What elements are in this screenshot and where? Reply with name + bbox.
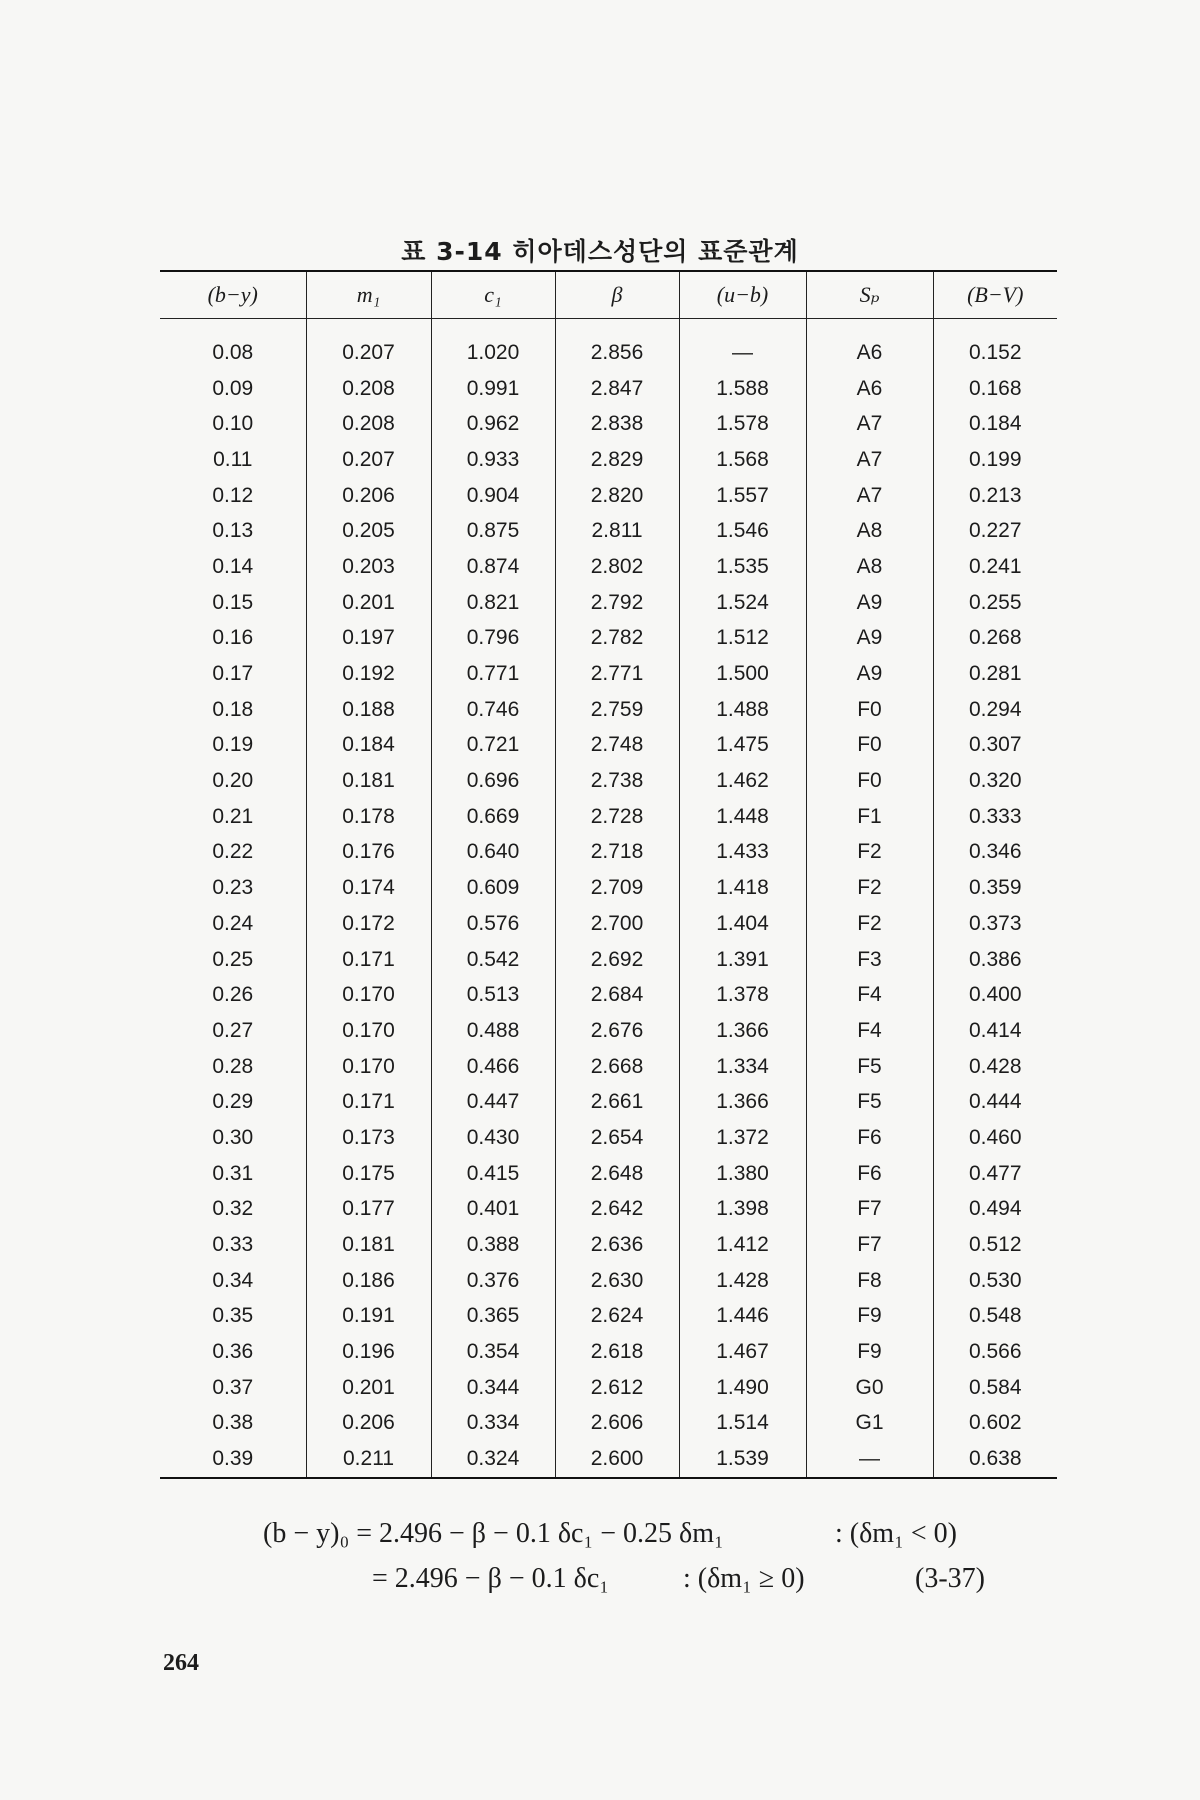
- table-cell: 0.20: [212, 769, 254, 793]
- table-cell: 0.197: [306, 621, 431, 657]
- table-cell: 0.609: [431, 870, 555, 906]
- table-cell: 2.676: [555, 1013, 679, 1049]
- table-cell: 0.30: [212, 1125, 254, 1149]
- table-row: [160, 478, 1057, 514]
- table-cell: 0.205: [306, 513, 431, 549]
- table-cell: 0.494: [933, 1192, 1057, 1228]
- table-cell: 0.386: [933, 942, 1057, 978]
- table-cell: 1.500: [679, 656, 806, 692]
- table-cell: 0.400: [933, 977, 1057, 1013]
- table-row: [160, 763, 1057, 799]
- table-cell: 0.08: [212, 340, 254, 364]
- table-cell: 2.820: [555, 478, 679, 514]
- table-cell: 0.170: [306, 1013, 431, 1049]
- page-number: 264: [163, 1650, 199, 1676]
- table-cell: 0.201: [306, 585, 431, 621]
- table-row: [160, 728, 1057, 764]
- table-cell: 0.208: [306, 371, 431, 407]
- table-cell: 0.821: [431, 585, 555, 621]
- table-cell: 0.721: [431, 728, 555, 764]
- table-cell: —: [679, 319, 806, 371]
- table-row: [160, 621, 1057, 657]
- table-cell: 2.700: [555, 906, 679, 942]
- table-cell: 0.875: [431, 513, 555, 549]
- table-cell: F5: [806, 1049, 933, 1085]
- table-cell: 1.512: [679, 621, 806, 657]
- table-row: [160, 1049, 1057, 1085]
- table-row: [160, 1013, 1057, 1049]
- table-cell: 2.636: [555, 1227, 679, 1263]
- table-cell: A9: [806, 621, 933, 657]
- table-cell: F9: [806, 1334, 933, 1370]
- table-cell: 0.542: [431, 942, 555, 978]
- table-row: [160, 942, 1057, 978]
- table-cell: 0.191: [306, 1299, 431, 1335]
- table-cell: 1.539: [679, 1441, 806, 1477]
- table-cell: 0.188: [306, 692, 431, 728]
- table-cell: 0.428: [933, 1049, 1057, 1085]
- table-cell: 0.638: [933, 1441, 1057, 1477]
- table-cell: F3: [806, 942, 933, 978]
- table-cell: 0.203: [306, 549, 431, 585]
- table-cell: 1.412: [679, 1227, 806, 1263]
- column-header: Sₚ: [806, 272, 933, 319]
- table-cell: 1.546: [679, 513, 806, 549]
- table-cell: 1.524: [679, 585, 806, 621]
- table-cell: 0.201: [306, 1370, 431, 1406]
- table-row: [160, 513, 1057, 549]
- table-cell: 0.320: [933, 763, 1057, 799]
- table-cell: 2.838: [555, 406, 679, 442]
- table-cell: 2.748: [555, 728, 679, 764]
- table-cell: 0.170: [306, 1049, 431, 1085]
- table-cell: F6: [806, 1156, 933, 1192]
- table-cell: 2.771: [555, 656, 679, 692]
- table-cell: 1.535: [679, 549, 806, 585]
- table-row: [160, 1227, 1057, 1263]
- table-cell: 0.376: [431, 1263, 555, 1299]
- table-cell: 0.530: [933, 1263, 1057, 1299]
- table-cell: 0.466: [431, 1049, 555, 1085]
- table-cell: 0.430: [431, 1120, 555, 1156]
- table-cell: 0.602: [933, 1406, 1057, 1442]
- table-cell: A9: [806, 656, 933, 692]
- table-header-row: [160, 272, 1057, 319]
- table-cell: A6: [806, 319, 933, 371]
- table-cell: F0: [806, 728, 933, 764]
- table-cell: 0.513: [431, 977, 555, 1013]
- table-cell: 0.333: [933, 799, 1057, 835]
- table-cell: F7: [806, 1227, 933, 1263]
- table-cell: 0.477: [933, 1156, 1057, 1192]
- table-cell: 0.28: [212, 1054, 254, 1078]
- table-cell: 0.181: [306, 763, 431, 799]
- table-cell: 0.415: [431, 1156, 555, 1192]
- table-row: [160, 371, 1057, 407]
- table-cell: 0.933: [431, 442, 555, 478]
- table-row: [160, 585, 1057, 621]
- table-cell: 1.488: [679, 692, 806, 728]
- table-cell: 1.380: [679, 1156, 806, 1192]
- table-row: [160, 799, 1057, 835]
- table-cell: 0.24: [212, 911, 254, 935]
- column-header: (b−y): [160, 272, 306, 319]
- table-cell: 2.661: [555, 1084, 679, 1120]
- table-cell: 1.398: [679, 1192, 806, 1228]
- table-cell: 0.796: [431, 621, 555, 657]
- table-cell: 1.490: [679, 1370, 806, 1406]
- table-cell: 0.874: [431, 549, 555, 585]
- table-cell: 0.346: [933, 835, 1057, 871]
- table-cell: 1.514: [679, 1406, 806, 1442]
- table-cell: G1: [806, 1406, 933, 1442]
- table-cell: 1.578: [679, 406, 806, 442]
- table-caption: 표 3-14 히아데스성단의 표준관계: [401, 237, 799, 266]
- table-cell: 2.718: [555, 835, 679, 871]
- table-cell: F5: [806, 1084, 933, 1120]
- table-cell: F2: [806, 870, 933, 906]
- table-cell: 1.334: [679, 1049, 806, 1085]
- formula-line-2-expression: = 2.496 − β − 0.1 δc₁: [372, 1563, 610, 1594]
- table-cell: 0.460: [933, 1120, 1057, 1156]
- table-cell: 0.174: [306, 870, 431, 906]
- table-cell: 2.811: [555, 513, 679, 549]
- table-cell: 0.152: [933, 319, 1057, 371]
- table-row: [160, 906, 1057, 942]
- table-cell: 0.640: [431, 835, 555, 871]
- table-cell: 0.447: [431, 1084, 555, 1120]
- table-cell: F8: [806, 1263, 933, 1299]
- table-cell: 1.020: [431, 319, 555, 371]
- table-cell: 0.206: [306, 478, 431, 514]
- table-cell: F4: [806, 1013, 933, 1049]
- table-cell: 0.213: [933, 478, 1057, 514]
- table-cell: 1.372: [679, 1120, 806, 1156]
- table-cell: 2.802: [555, 549, 679, 585]
- table-cell: 0.25: [212, 947, 254, 971]
- table-cell: 2.684: [555, 977, 679, 1013]
- table-cell: 0.22: [212, 840, 254, 864]
- table-row: [160, 1406, 1057, 1442]
- table-cell: 0.334: [431, 1406, 555, 1442]
- table-cell: 0.36: [212, 1340, 254, 1364]
- table-cell: 2.668: [555, 1049, 679, 1085]
- table-row: [160, 870, 1057, 906]
- column-header: m₁: [306, 272, 431, 319]
- table-cell: 0.904: [431, 478, 555, 514]
- table-cell: 0.178: [306, 799, 431, 835]
- table-cell: G0: [806, 1370, 933, 1406]
- table-cell: A8: [806, 513, 933, 549]
- table-cell: —: [806, 1441, 933, 1477]
- table-cell: 0.171: [306, 1084, 431, 1120]
- table-cell: 0.11: [213, 447, 253, 471]
- table-cell: F4: [806, 977, 933, 1013]
- table-cell: 0.37: [212, 1375, 254, 1399]
- table-cell: 0.09: [212, 376, 254, 400]
- table-cell: 0.512: [933, 1227, 1057, 1263]
- table-row: [160, 1441, 1057, 1477]
- table-row: [160, 1334, 1057, 1370]
- table-cell: 0.199: [933, 442, 1057, 478]
- table-cell: 0.294: [933, 692, 1057, 728]
- table-cell: 1.366: [679, 1084, 806, 1120]
- table-cell: 0.566: [933, 1334, 1057, 1370]
- table-cell: 1.378: [679, 977, 806, 1013]
- table-cell: 1.448: [679, 799, 806, 835]
- table-cell: 0.746: [431, 692, 555, 728]
- table-cell: 0.172: [306, 906, 431, 942]
- table-cell: 2.642: [555, 1192, 679, 1228]
- table-cell: 0.211: [306, 1441, 431, 1477]
- table-cell: 0.171: [306, 942, 431, 978]
- table-cell: 2.829: [555, 442, 679, 478]
- table-cell: 2.728: [555, 799, 679, 835]
- table-cell: 0.32: [212, 1197, 254, 1221]
- table-cell: 1.475: [679, 728, 806, 764]
- table-cell: 2.612: [555, 1370, 679, 1406]
- table-row: [160, 1084, 1057, 1120]
- table-cell: F9: [806, 1299, 933, 1335]
- column-header: (B−V): [933, 272, 1057, 319]
- table-cell: 1.462: [679, 763, 806, 799]
- table-cell: 0.401: [431, 1192, 555, 1228]
- table-cell: 0.186: [306, 1263, 431, 1299]
- table-cell: 2.618: [555, 1334, 679, 1370]
- table-cell: 0.281: [933, 656, 1057, 692]
- table-cell: 1.366: [679, 1013, 806, 1049]
- table-cell: F2: [806, 835, 933, 871]
- table-cell: 0.548: [933, 1299, 1057, 1335]
- table-cell: 0.19: [212, 733, 254, 757]
- table-cell: F7: [806, 1192, 933, 1228]
- table-cell: 0.168: [933, 371, 1057, 407]
- table-row: [160, 1120, 1057, 1156]
- formula-line-2-condition: : (δm₁ ≥ 0): [683, 1563, 805, 1594]
- column-header: (u−b): [679, 272, 806, 319]
- table-cell: 0.15: [212, 590, 254, 614]
- table-cell: 0.488: [431, 1013, 555, 1049]
- table-cell: 1.446: [679, 1299, 806, 1335]
- formula-line-1-expression: (b − y)₀ = 2.496 − β − 0.1 δc₁ − 0.25 δm₁: [263, 1518, 724, 1549]
- table-cell: 0.173: [306, 1120, 431, 1156]
- table-cell: 0.771: [431, 656, 555, 692]
- table-row: [160, 1370, 1057, 1406]
- table-cell: 0.196: [306, 1334, 431, 1370]
- table-cell: 0.13: [212, 519, 254, 543]
- table-cell: 1.433: [679, 835, 806, 871]
- table-cell: 0.184: [933, 406, 1057, 442]
- table-cell: 2.600: [555, 1441, 679, 1477]
- table-cell: 0.359: [933, 870, 1057, 906]
- table-cell: 0.10: [212, 412, 254, 436]
- table-cell: A7: [806, 406, 933, 442]
- table-cell: 0.444: [933, 1084, 1057, 1120]
- table-cell: 0.12: [212, 483, 254, 507]
- table-cell: 0.23: [212, 876, 254, 900]
- table-cell: 1.467: [679, 1334, 806, 1370]
- table-cell: 0.324: [431, 1441, 555, 1477]
- table-cell: 2.709: [555, 870, 679, 906]
- table-cell: 0.29: [212, 1090, 254, 1114]
- table-cell: 0.176: [306, 835, 431, 871]
- table-cell: 0.38: [212, 1411, 254, 1435]
- table-row: [160, 319, 1057, 371]
- table-row: [160, 549, 1057, 585]
- table-cell: 1.428: [679, 1263, 806, 1299]
- table-row: [160, 656, 1057, 692]
- table-cell: 0.27: [212, 1018, 254, 1042]
- table-cell: 0.414: [933, 1013, 1057, 1049]
- table-cell: A9: [806, 585, 933, 621]
- hyades-standard-relations-table: [160, 270, 1057, 1479]
- table-cell: 0.181: [306, 1227, 431, 1263]
- data-table: [160, 272, 1057, 1477]
- table-cell: 0.962: [431, 406, 555, 442]
- table-row: [160, 442, 1057, 478]
- table-cell: 0.207: [306, 442, 431, 478]
- table-row: [160, 1156, 1057, 1192]
- table-cell: 0.669: [431, 799, 555, 835]
- table-cell: 0.206: [306, 1406, 431, 1442]
- table-cell: 0.354: [431, 1334, 555, 1370]
- table-cell: 0.31: [212, 1161, 254, 1185]
- table-cell: 0.255: [933, 585, 1057, 621]
- column-header: β: [555, 272, 679, 319]
- table-cell: 0.192: [306, 656, 431, 692]
- table-row: [160, 406, 1057, 442]
- table-cell: F2: [806, 906, 933, 942]
- table-row: [160, 977, 1057, 1013]
- table-cell: 1.404: [679, 906, 806, 942]
- table-cell: 0.14: [212, 554, 254, 578]
- table-cell: 0.26: [212, 983, 254, 1007]
- table-cell: 0.21: [212, 804, 254, 828]
- table-cell: 0.16: [212, 626, 254, 650]
- table-cell: A7: [806, 442, 933, 478]
- table-body: [160, 319, 1057, 1478]
- table-cell: 1.418: [679, 870, 806, 906]
- table-cell: 2.856: [555, 319, 679, 371]
- table-cell: A8: [806, 549, 933, 585]
- table-cell: 0.208: [306, 406, 431, 442]
- table-cell: 0.33: [212, 1233, 254, 1257]
- table-cell: 2.692: [555, 942, 679, 978]
- column-header: c₁: [431, 272, 555, 319]
- table-cell: 0.184: [306, 728, 431, 764]
- table-cell: F0: [806, 763, 933, 799]
- table-cell: 0.991: [431, 371, 555, 407]
- table-cell: 0.584: [933, 1370, 1057, 1406]
- table-cell: 1.588: [679, 371, 806, 407]
- table-cell: 2.847: [555, 371, 679, 407]
- table-cell: 0.34: [212, 1268, 254, 1292]
- table-cell: 2.630: [555, 1263, 679, 1299]
- table-cell: 2.648: [555, 1156, 679, 1192]
- table-cell: 0.365: [431, 1299, 555, 1335]
- table-cell: F1: [806, 799, 933, 835]
- table-cell: 0.39: [212, 1447, 254, 1471]
- table-cell: 2.782: [555, 621, 679, 657]
- table-cell: 2.624: [555, 1299, 679, 1335]
- table-cell: 0.576: [431, 906, 555, 942]
- table-cell: A7: [806, 478, 933, 514]
- table-cell: 2.606: [555, 1406, 679, 1442]
- table-row: [160, 1263, 1057, 1299]
- table-row: [160, 1299, 1057, 1335]
- table-cell: 2.654: [555, 1120, 679, 1156]
- table-cell: 0.344: [431, 1370, 555, 1406]
- table-cell: 0.388: [431, 1227, 555, 1263]
- table-row: [160, 1192, 1057, 1228]
- equation-number: (3-37): [915, 1563, 985, 1594]
- table-cell: 2.738: [555, 763, 679, 799]
- table-cell: 0.35: [212, 1304, 254, 1328]
- table-cell: 0.207: [306, 319, 431, 371]
- table-cell: 0.17: [212, 662, 254, 686]
- table-cell: 0.177: [306, 1192, 431, 1228]
- table-cell: 1.557: [679, 478, 806, 514]
- table-cell: 0.241: [933, 549, 1057, 585]
- table-row: [160, 692, 1057, 728]
- table-cell: 0.373: [933, 906, 1057, 942]
- table-cell: 1.391: [679, 942, 806, 978]
- table-cell: 0.268: [933, 621, 1057, 657]
- table-cell: F0: [806, 692, 933, 728]
- table-row: [160, 835, 1057, 871]
- table-cell: 0.227: [933, 513, 1057, 549]
- table-cell: 0.696: [431, 763, 555, 799]
- table-cell: 2.792: [555, 585, 679, 621]
- table-cell: A6: [806, 371, 933, 407]
- table-cell: 0.170: [306, 977, 431, 1013]
- table-cell: 1.568: [679, 442, 806, 478]
- table-cell: F6: [806, 1120, 933, 1156]
- formula-line-1-condition: : (δm₁ < 0): [835, 1518, 957, 1549]
- table-cell: 2.759: [555, 692, 679, 728]
- table-cell: 0.307: [933, 728, 1057, 764]
- table-cell: 0.18: [212, 697, 254, 721]
- table-cell: 0.175: [306, 1156, 431, 1192]
